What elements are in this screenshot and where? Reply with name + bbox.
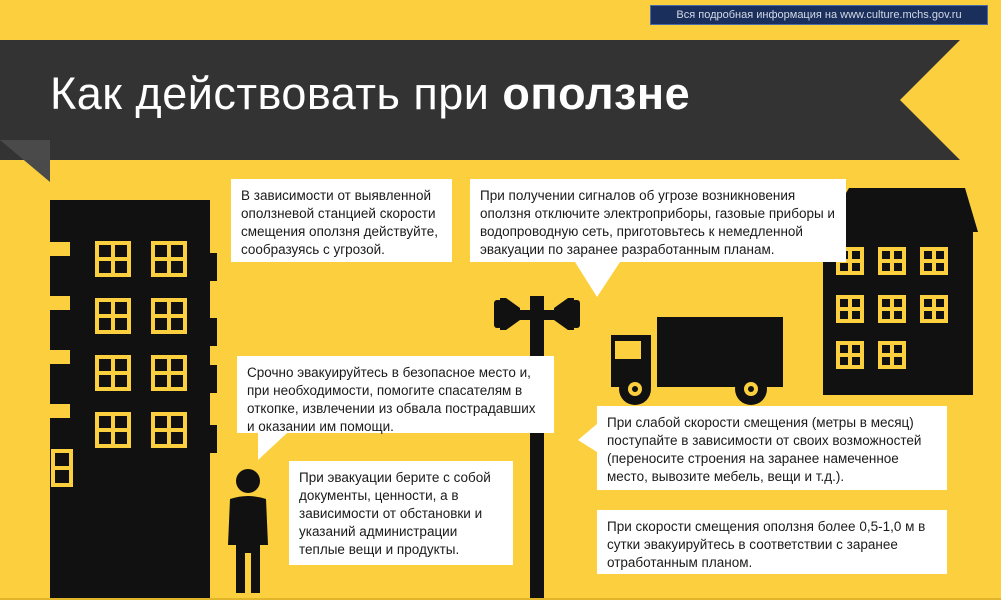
bubble-signals: При получении сигналов об угрозе возникновения оползня отключите электроприборы, газовые приборы и водопроводную сеть, приготовьтесь к немедленной эвакуации по заранее разработанным планам. <box>470 179 846 262</box>
title-bold: оползне <box>502 68 691 119</box>
bubble-fast-speed: При скорости смещения оползня более 0,5-1,0 м в сутки эвакуируйтесь в соответствии с заранее отработанным планом. <box>597 510 947 574</box>
bubble-take-with-you: При эвакуации берите с собой документы, ценности, а в зависимости от обстановки и указаний администрации теплые вещи и продукты. <box>289 461 513 565</box>
info-link-bar[interactable]: Вся подробная информация на www.culture.mchs.gov.ru <box>650 5 988 25</box>
bubble-evacuate-now: Срочно эвакуируйтесь в безопасное место и, при необходимости, помогите спасателям в откопке, извлечении из обвала пострадавших и оказании им помощи. <box>237 356 554 433</box>
title-regular: Как действовать при <box>50 68 503 119</box>
bubble-intro: В зависимости от выявленной оползневой станцией скорости смещения оползня действуйте, сообразуясь с угрозой. <box>231 179 452 262</box>
bubble-slow-speed: При слабой скорости смещения (метры в месяц) поступайте в зависимости от своих возможностей (переносите строения на заранее намеченное место, вывозите мебель, вещи и т.д.). <box>597 406 947 490</box>
